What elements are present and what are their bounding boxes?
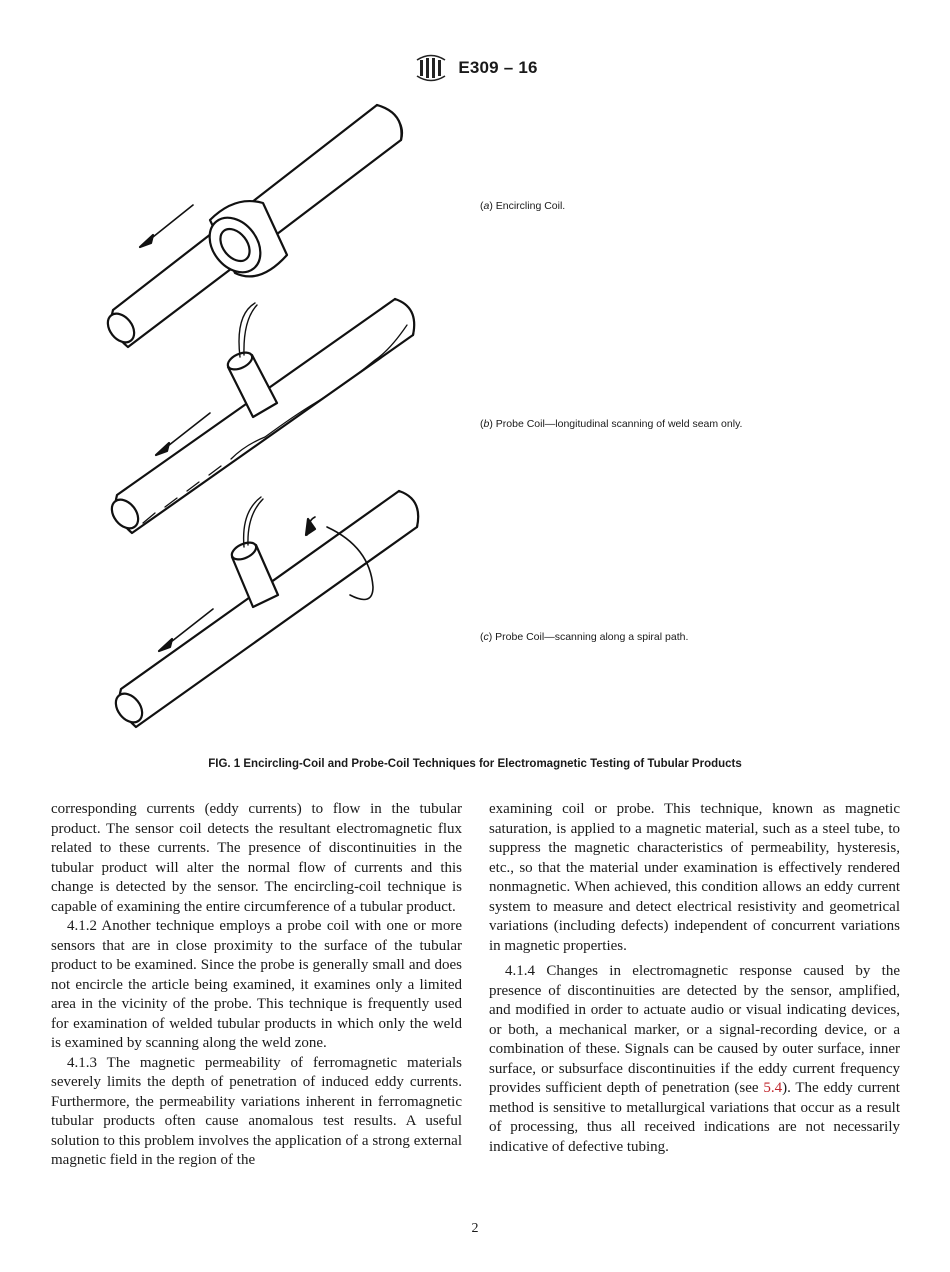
document-id: E309 – 16 bbox=[458, 58, 538, 77]
left-column bbox=[51, 800, 462, 1171]
paragraph-4-1-3-continuation: examining coil or probe. This technique, known as magnetic saturation, is applied to a magnetic material, such as a steel tube, to suppress the magnetic characteristics of permeability, hysteresis, etc., so that the material under examination is effectively rendered nonmagnetic. When achieved, this condition allows an eddy current system to measure and detect electrical resistivity and geometrical variations (including defects) independent of concurrent variations in magnetic properties. bbox=[489, 801, 900, 954]
page-number: 2 bbox=[471, 1221, 479, 1236]
right-column bbox=[489, 800, 900, 1157]
caption-b: (b) Probe Coil—longitudinal scanning of weld seam only. bbox=[480, 418, 743, 430]
page-header bbox=[0, 52, 950, 84]
astm-logo-icon bbox=[412, 53, 450, 83]
caption-a: (a) Encircling Coil. bbox=[480, 200, 566, 212]
paragraph-continuation: corresponding currents (eddy currents) to flow in the tubular product. The sensor coil detects the resultant electromagnetic flux related to these currents. The presence of discontinuities in the tubular product will alter the normal flow of currents and this change is detected by the sensor. The encircling-coil technique is capable of examining the entire circumference of a tubular product. bbox=[51, 801, 462, 915]
probe-coil-spiral-drawing bbox=[110, 491, 418, 727]
paragraph-4-1-3: 4.1.3 The magnetic permeability of ferromagnetic materials severely limits the depth of penetration of induced eddy currents. Furthermore, the permeability variations inherent in ferromagnetic tubular products often cause anomalous test results. A useful solution to this problem involves the application of a strong external magnetic field in the region of the bbox=[51, 1054, 462, 1168]
figure-title: FIG. 1 Encircling-Coil and Probe-Coil Techniques for Electromagnetic Testing of Tubular Products bbox=[208, 758, 742, 770]
paragraph-4-1-2: 4.1.2 Another technique employs a probe coil with one or more sensors that are in close proximity to the surface of the tubular product to be examined. Since the probe is generally small and does not encircle the article being examined, it examines only a limited area in the vicinity of the probe. This technique is frequently used for examination of welded tubular products in which only the weld is examined by scanning along the weld zone. bbox=[51, 918, 462, 1051]
paragraph-4-1-4: 4.1.4 Changes in electromagnetic response caused by the presence of discontinuities are detected by the sensor, amplified, and modified in order to actuate audio or visual indicating devices, or both, a mechanical marker, or a signal-recording device, or a combination of these. Signals can be caused by outer surface, inner surface, or subsurface discontinuities if the eddy current frequency provides sufficient depth of penetration (see 5.4). The eddy current method is sensitive to metallurgical variations that occur as a result of processing, thus all received indications are not necessarily indicative of defective tubing. bbox=[489, 963, 900, 1155]
caption-c: (c) Probe Coil—scanning along a spiral path. bbox=[480, 631, 689, 643]
figure-1-illustration bbox=[95, 95, 445, 735]
section-5-4-link[interactable]: 5.4 bbox=[763, 1080, 783, 1096]
